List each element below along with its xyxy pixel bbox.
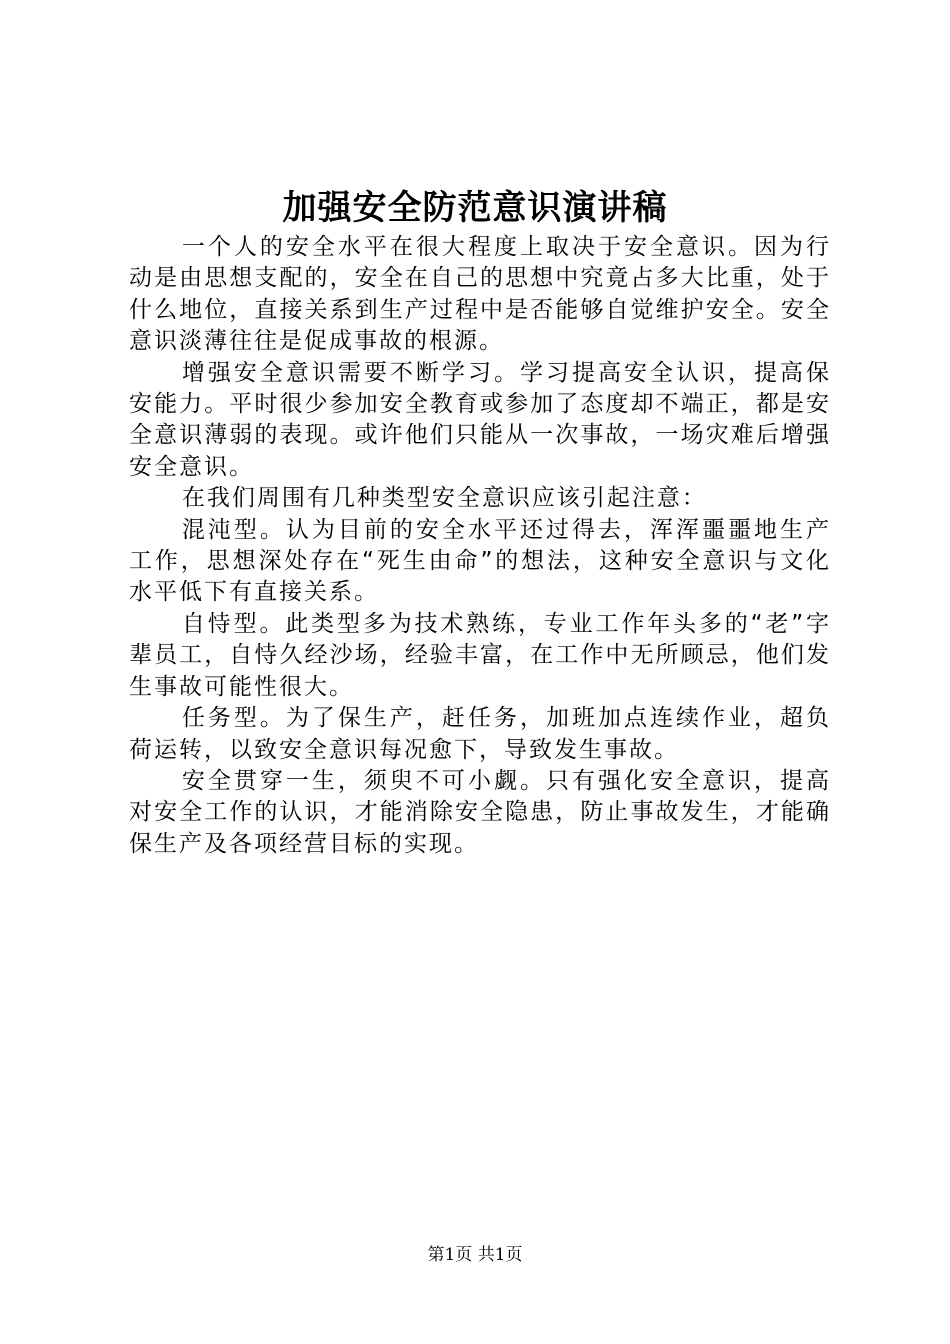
paragraph-conclusion: 安全贯穿一生，须臾不可小觑。只有强化安全意识，提高对安全工作的认识，才能消除安全隐患，防止事故发生，才能确保生产及各项经营目标的实现。 <box>129 767 831 857</box>
paragraph-type-task: 任务型。为了保生产，赶任务，加班加点连续作业，超负荷运转，以致安全意识每况愈下，导致发生事故。 <box>129 705 831 763</box>
paragraph-types-intro: 在我们周围有几种类型安全意识应该引起注意： <box>181 485 707 512</box>
paragraph-type-confident: 自恃型。此类型多为技术熟练，专业工作年头多的“老”字辈员工，自恃久经沙场，经验丰富，在工作中无所顾忌，他们发生事故可能性很大。 <box>129 610 831 700</box>
document-body <box>129 232 831 860</box>
page-title: 加强安全防范意识演讲稿 <box>282 188 668 228</box>
paragraph-learning: 增强安全意识需要不断学习。学习提高安全认识，提高保安能力。平时很少参加安全教育或参加了态度却不端正，都是安全意识薄弱的表现。或许他们只能从一次事故，一场灾难后增强安全意识。 <box>129 359 831 480</box>
paragraph-intro: 一个人的安全水平在很大程度上取决于安全意识。因为行动是由思想支配的，安全在自己的思想中究竟占多大比重，处于什么地位，直接关系到生产过程中是否能够自觉维护安全。安全意识淡薄往往是促成事故的根源。 <box>129 234 831 355</box>
page-number-footer: 第1页 共1页 <box>427 1245 523 1265</box>
paragraph-type-chaotic: 混沌型。认为目前的安全水平还过得去，浑浑噩噩地生产工作，思想深处存在“死生由命”的想法，这种安全意识与文化水平低下有直接关系。 <box>129 516 831 606</box>
